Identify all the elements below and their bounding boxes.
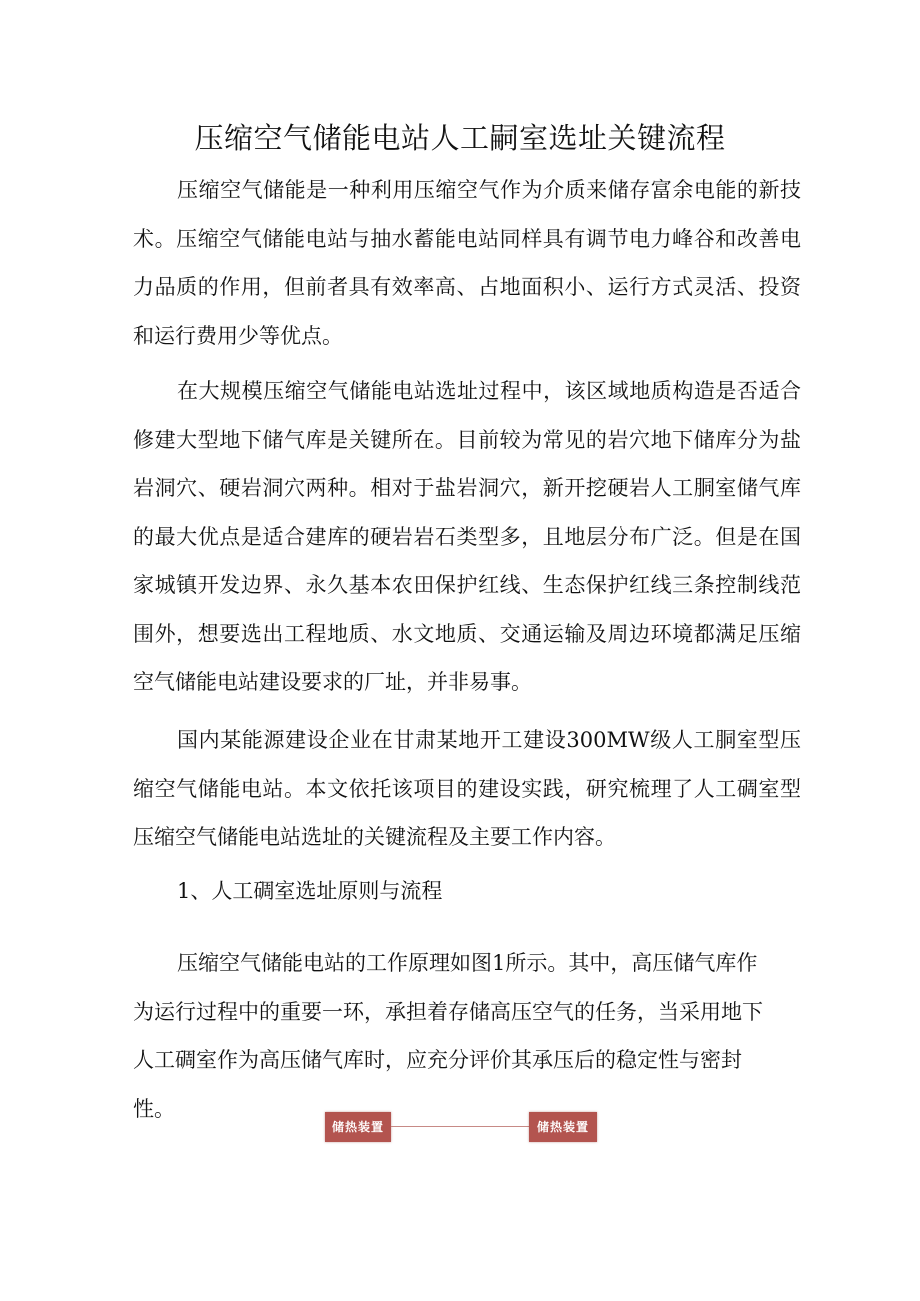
section-heading: 1、人工碉室选址原则与流程 [177, 879, 443, 903]
figure-right-box: 储热装置 [529, 1112, 597, 1142]
paragraph-principle: 压缩空气储能电站的工作原理如图1所示。其中，高压储气库作为运行过程中的重要一环，承担着存储高压空气的任务，当采用地下人工碉室作为高压储气库时，应充分评价其承压后的稳定性与密封性。 [133, 951, 763, 1121]
paragraph-site-selection: 在大规模压缩空气储能电站选址过程中，该区域地质构造是否适合修建大型地下储气库是关键所在。目前较为常见的岩穴地下储库分为盐岩洞穴、硬岩洞穴两种。相对于盐岩洞穴，新开挖硬岩人工胴室储气库的最大优点是适合建库的硬岩岩石类型多，且地层分布广泛。但是在国家城镇开发边界、永久基本农田保护红线、生态保护红线三条控制线范围外，想要选出工程地质、水文地质、交通运输及周边环境都满足压缩空气储能电站建设要求的厂址，并非易事。 [133, 379, 801, 694]
paragraph-project: 国内某能源建设企业在甘肃某地开工建设300MW级人工胴室型压缩空气储能电站。本文依托该项目的建设实践，研究梳理了人工碉室型压缩空气储能电站选址的关键流程及主要工作内容。 [133, 728, 801, 849]
figure-diagram [323, 1107, 599, 1153]
figure-left-box: 储热装置 [325, 1112, 391, 1142]
document-title: 压缩空气储能电站人工嗣室选址关键流程 [194, 121, 726, 155]
paragraph-intro: 压缩空气储能是一种利用压缩空气作为介质来储存富余电能的新技术。压缩空气储能电站与抽水蓄能电站同样具有调节电力峰谷和改善电力品质的作用，但前者具有效率高、占地面积小、运行方式灵活、投资和运行费用少等优点。 [133, 178, 801, 348]
figure-connector-line [391, 1126, 529, 1127]
